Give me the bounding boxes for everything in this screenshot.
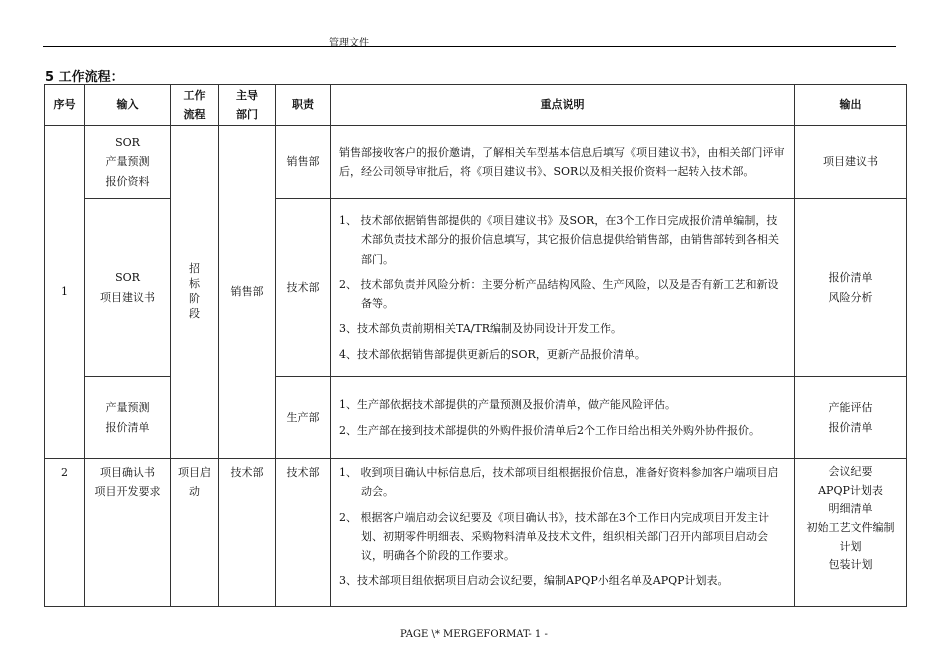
header-description: 重点说明 bbox=[331, 85, 795, 126]
output-cell: 报价清单 风险分析 bbox=[795, 199, 907, 377]
output-cell: 项目建议书 bbox=[795, 126, 907, 199]
input-cell: 产量预测 报价清单 bbox=[85, 377, 171, 459]
duty-cell: 生产部 bbox=[276, 377, 331, 459]
table-header-row bbox=[45, 85, 907, 126]
lead-dept-cell: 销售部 bbox=[219, 126, 276, 459]
document-header-label: 管理文件 bbox=[329, 38, 369, 49]
header-seq: 序号 bbox=[45, 85, 85, 126]
lead-dept-cell: 技术部 bbox=[219, 459, 276, 607]
header-output: 输出 bbox=[795, 85, 907, 126]
page-footer: PAGE \* MERGEFORMAT- 1 - bbox=[400, 629, 548, 640]
seq-cell: 2 bbox=[45, 459, 85, 607]
header-lead-dept: 主导 部门 bbox=[219, 85, 276, 126]
seq-cell: 1 bbox=[45, 126, 85, 459]
output-cell: 会议纪要 APQP计划表 明细清单 初始工艺文件编制 计划 包装计划 bbox=[795, 459, 907, 607]
header-input: 输入 bbox=[85, 85, 171, 126]
duty-cell: 技术部 bbox=[276, 199, 331, 377]
input-cell: 项目确认书 项目开发要求 bbox=[85, 459, 171, 607]
section-title: 5 工作流程： bbox=[45, 70, 124, 85]
description-cell: 1、 收到项目确认中标信息后，技术部项目组根据报价信息，准备好资料参加客户端项目启动会。 2、 根据客户端启动会议纪要及《项目确认书》，技术部在3个工作日内完成项目开发主计划、初期零件明细表、采购物料清单及技术文件，组织相关部门召开内部项目启动会议，明确各个阶段的工作要求。 3、技术部项目组依据项目启动会议纪要，编制APQP小组名单及APQP计划表。 bbox=[331, 459, 795, 607]
duty-cell: 销售部 bbox=[276, 126, 331, 199]
header-duty: 职责 bbox=[276, 85, 331, 126]
description-cell: 1、生产部依据技术部提供的产量预测及报价清单，做产能风险评估。 2、生产部在接到技术部提供的外购件报价清单后2个工作日给出相关外购外协件报价。 bbox=[331, 377, 795, 459]
flow-stage-cell: 招 标 阶 段 bbox=[171, 126, 219, 459]
workflow-table bbox=[44, 84, 907, 607]
input-cell: SOR 项目建议书 bbox=[85, 199, 171, 377]
description-cell: 销售部接收客户的报价邀请，了解相关车型基本信息后填写《项目建议书》，由相关部门评审后，经公司领导审批后，将《项目建议书》、SOR以及相关报价资料一起转入技术部。 bbox=[331, 126, 795, 199]
table-row bbox=[45, 459, 907, 607]
input-cell: SOR 产量预测 报价资料 bbox=[85, 126, 171, 199]
header-rule bbox=[43, 46, 896, 47]
output-cell: 产能评估 报价清单 bbox=[795, 377, 907, 459]
header-flow: 工作 流程 bbox=[171, 85, 219, 126]
table-row bbox=[45, 126, 907, 199]
duty-cell: 技术部 bbox=[276, 459, 331, 607]
description-cell: 1、 技术部依据销售部提供的《项目建议书》及SOR，在3个工作日完成报价清单编制，技术部负责技术部分的报价信息填写，其它报价信息提供给销售部，由销售部转到各相关部门。 2、 技术部负责并风险分析：主要分析产品结构风险、生产风险，以及是否有新工艺和新设备等。 3、技术部负责前期相关TA/TR编制及协同设计开发工作。 4、技术部依据销售部提供更新后的SOR，更新产品报价清单。 bbox=[331, 199, 795, 377]
flow-stage-cell: 项目启 动 bbox=[171, 459, 219, 607]
